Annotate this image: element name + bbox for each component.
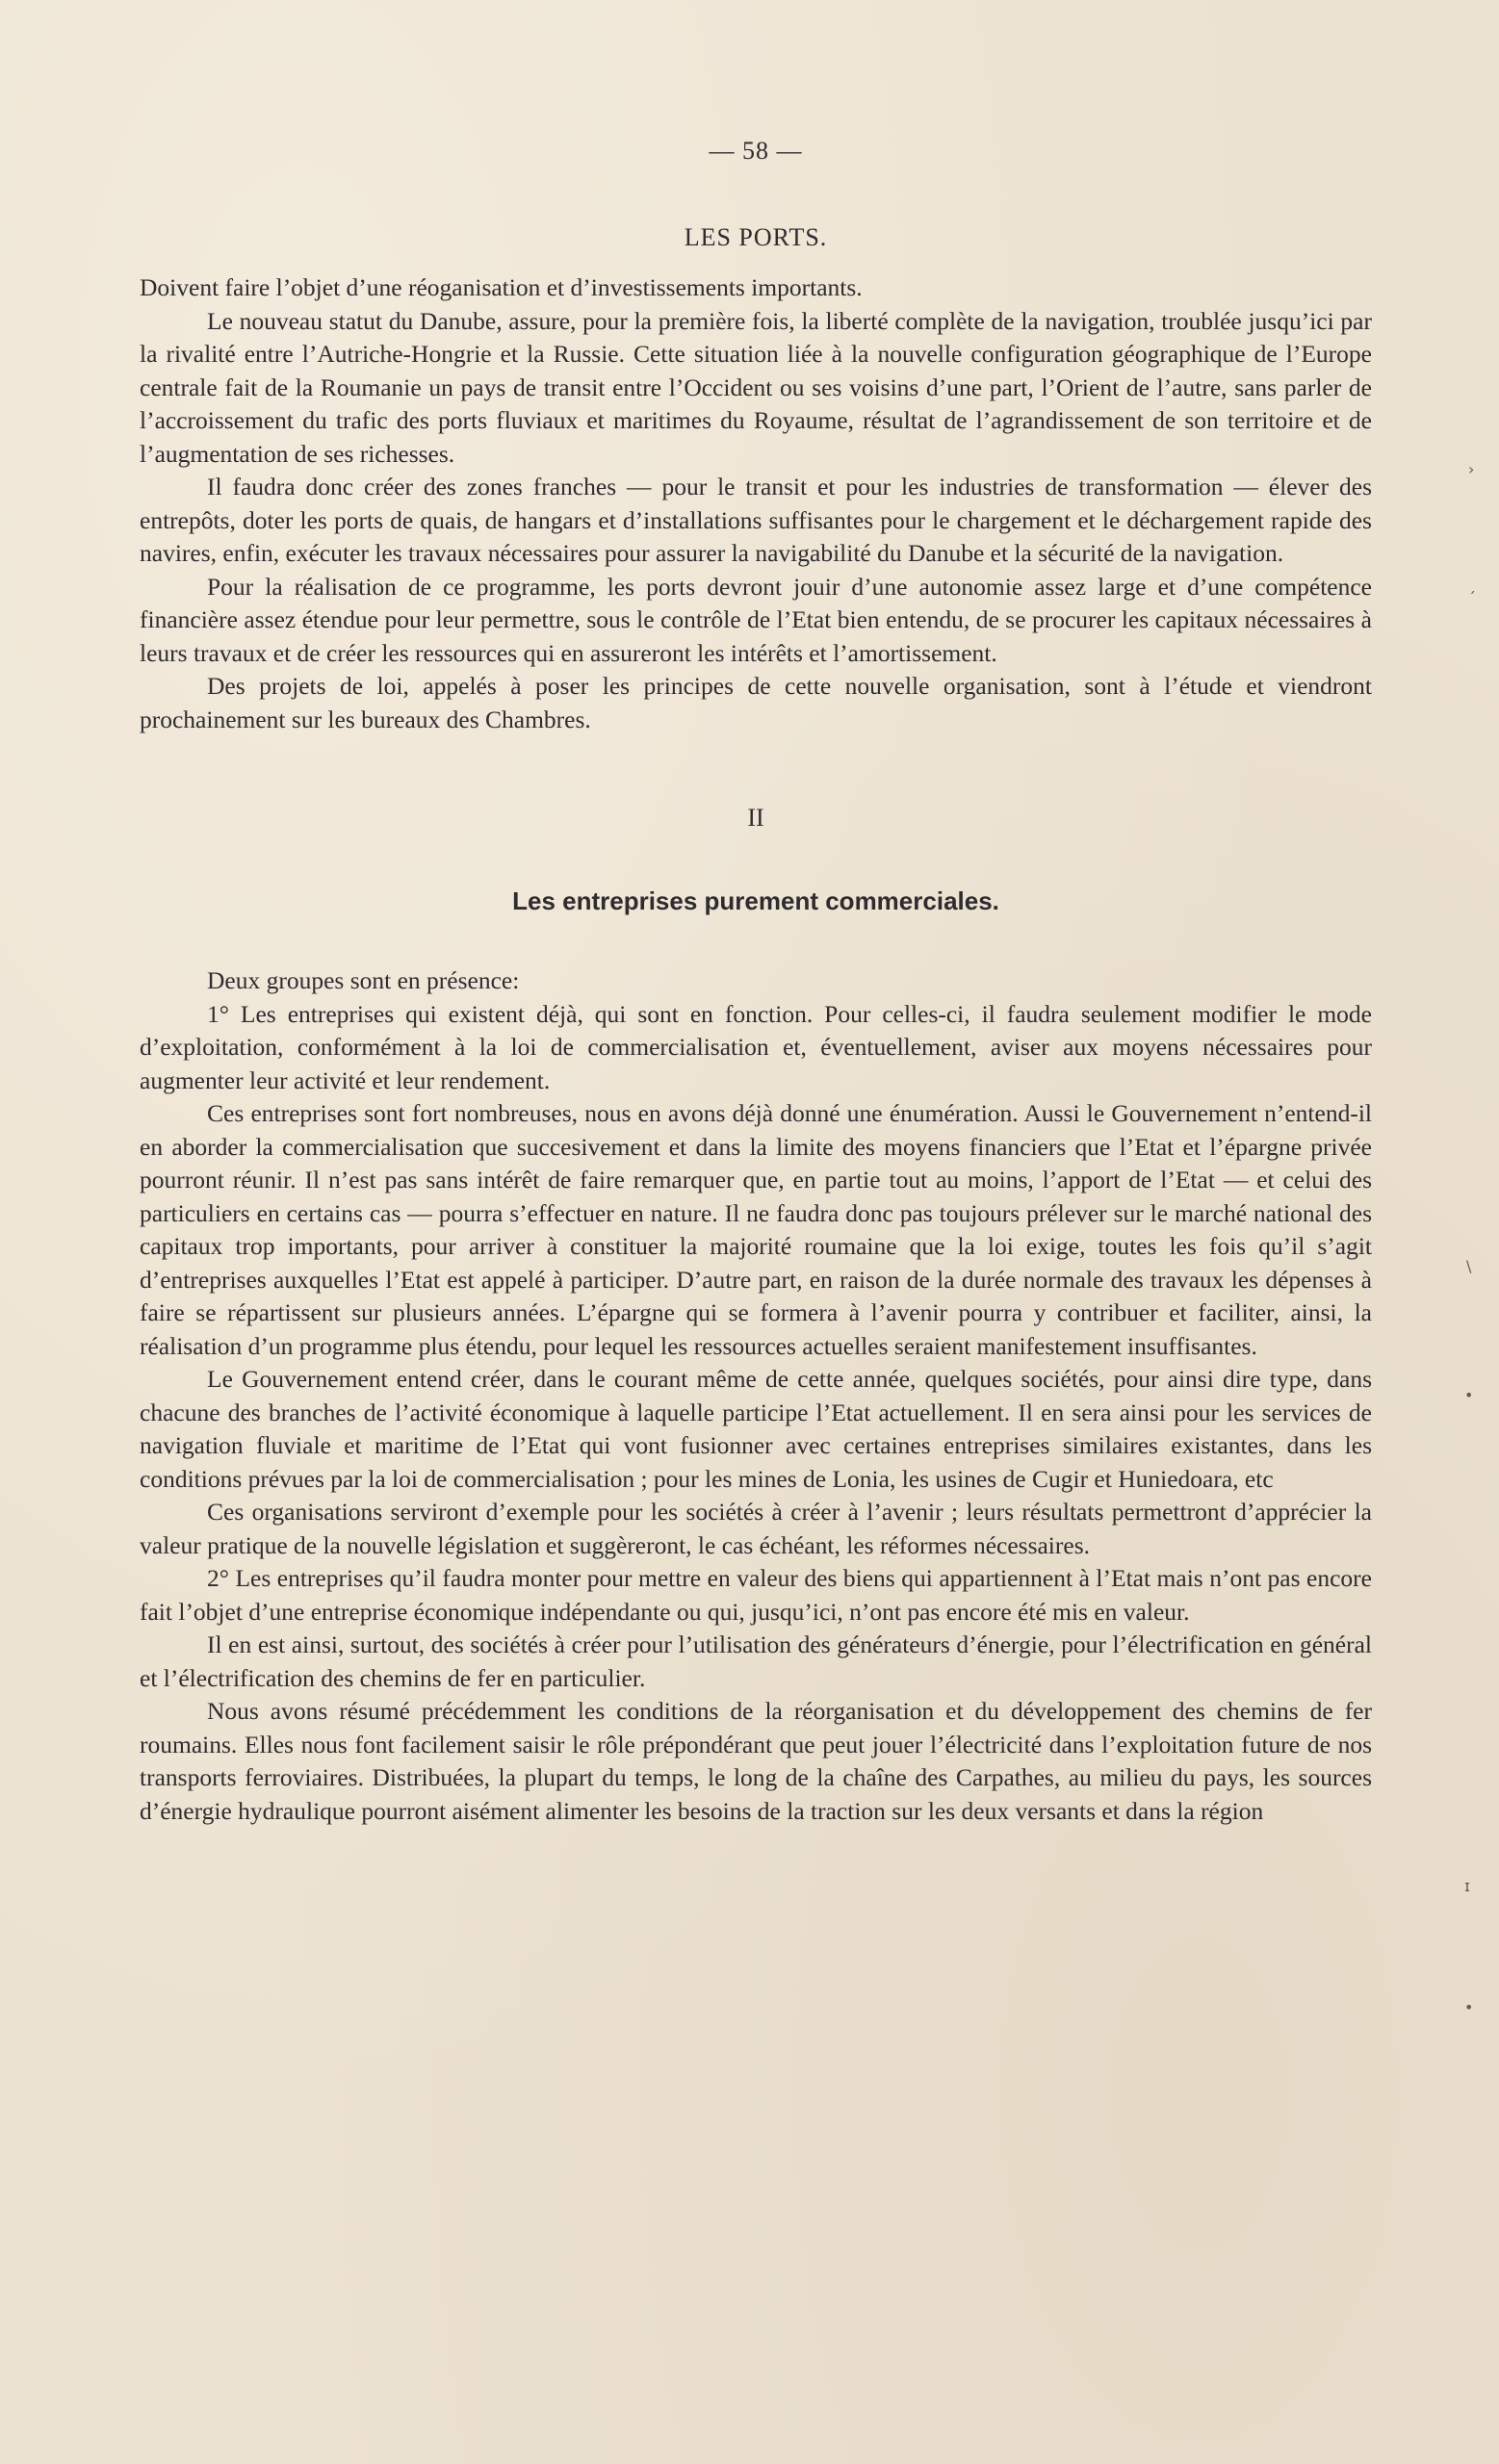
margin-mark: • [1464, 1386, 1474, 1404]
commercial-section [140, 804, 1372, 1828]
ports-section [140, 223, 1372, 736]
section-number: II [747, 804, 764, 832]
paragraph: Ces entreprises sont fort nombreuses, nous en avons déjà donné une énumération. Aussi le Gouvernement n’entend-il en aborder la commercialisation que succesivement et dans la limite des moyens financiers que l’Etat et l’épargne privée pourront réunir. Il n’est pas sans intérêt de faire remarquer que, en partie tout au moins, l’apport de l’Etat — et celui des particuliers en certains cas — pourra s’effectuer en nature. Il ne faudra donc pas toujours prélever sur le marché national des capitaux trop importants, pour arriver à constituer la majorité roumaine que la loi exige, toutes les fois qu’il s’agit d’entreprises auxquelles l’Etat est appelé à participer. D’autre part, en raison de la durée normale des travaux les dépenses à faire se répartissent sur plusieurs années. L’épargne qui se formera à l’avenir pourra y contribuer et faciliter, ainsi, la réalisation d’un programme plus étendu, pour lequel les ressources actuelles seraient manifestement insuffisantes. [140, 1099, 1372, 1360]
paragraph: 1° Les entreprises qui existent déjà, qui sont en fonction. Pour celles-ci, il faudra seulement modifier le mode d’exploitation, conformément à la loi de commercialisation et, éventuellement, aviser aux moyens nécessaires pour augmenter leur activité et leur rendement. [140, 999, 1372, 1094]
paragraph: Nous avons résumé précédemment les conditions de la réorganisation et du développement des chemins de fer roumains. Elles nous font facilement saisir le rôle prépondérant que peut jouer l’électricité dans l’exploitation future de nos transports ferroviaires. Distribuées, la plupart du temps, le long de la chaîne des Carpathes, au milieu du pays, les sources d’énergie hydraulique pourront aisément alimenter les besoins de la traction sur les deux versants et dans la région [140, 1697, 1372, 1825]
paragraph: Pour la réalisation de ce programme, les ports devront jouir d’une autonomie assez large et d’une compétence financière assez étendue pour leur permettre, sous le contrôle de l’Etat bien entendu, de se procurer les capitaux nécessaires à leurs travaux et de créer les ressources qui en assureront les intérêts et l’amortissement. [140, 572, 1372, 667]
paragraph: Il faudra donc créer des zones franches — pour le transit et pour les industries de transformation — élever des entrepôts, doter les ports de quais, de hangars et d’installations suffisantes pour le chargement et le déchargement rapide des navires, enfin, exécuter les travaux nécessaires pour assurer la navigabilité du Danube et la sécurité de la navigation. [140, 473, 1372, 567]
page-number: — 58 — [709, 137, 803, 165]
paragraph: Le Gouvernement entend créer, dans le courant même de cette année, quelques sociétés, pour ainsi dire type, dans chacune des branches de l’activité économique à laquelle participe l’Etat actuellement. Il en sera ainsi pour les services de navigation fluviale et maritime de l’Etat qui vont fusionner avec certaines entreprises similaires existantes, dans les conditions prévues par la loi de commercialisation ; pour les mines de Lonia, les usines de Cugir et Huniedoara, etc [140, 1365, 1372, 1493]
section-title: LES PORTS. [684, 223, 828, 251]
margin-mark: ´ [1468, 589, 1476, 607]
margin-mark: › [1468, 460, 1475, 478]
section-heading: Les entreprises purement commerciales. [512, 886, 999, 915]
paragraph: Deux groupes sont en présence: [207, 966, 520, 994]
paragraph: 2° Les entreprises qu’il faudra monter pour mettre en valeur des biens qui appartiennent à l’Etat mais n’ont pas encore fait l’objet d’une entreprise économique indépendante ou qui, jusqu’ici, n’ont pas encore été mis en valeur. [140, 1564, 1372, 1626]
paragraph: Il en est ainsi, surtout, des sociétés à créer pour l’utilisation des générateurs d’énergie, pour l’électrification en général et l’électrification des chemins de fer en particulier. [140, 1630, 1372, 1692]
paragraph: Ces organisations serviront d’exemple pour les sociétés à créer à l’avenir ; leurs résultats permettront d’apprécier la valeur pratique de la nouvelle législation et suggèreront, le cas échéant, les réformes nécessaires. [140, 1498, 1372, 1559]
margin-mark: • [1464, 1998, 1474, 2016]
page-content [140, 137, 1372, 1828]
paragraph: Doivent faire l’objet d’une réoganisation et d’investissements importants. [140, 273, 863, 301]
paragraph: Le nouveau statut du Danube, assure, pour la première fois, la liberté complète de la navigation, troublée jusqu’ici par la rivalité entre l’Autriche-Hongrie et la Russie. Cette situation liée à la nouvelle configuration géographique de l’Europe centrale fait de la Roumanie un pays de transit entre l’Occident ou ses voisins d’une part, l’Orient de l’autre, sans parler de l’accroissement du trafic des ports fluviaux et maritimes du Royaume, résultat de l’agrandissement de son territoire et de l’augmentation de ses richesses. [140, 306, 1372, 468]
margin-mark: ɪ [1464, 1877, 1470, 1895]
paragraph: Des projets de loi, appelés à poser les principes de cette nouvelle organisation, sont à l’étude et viendront prochainement sur les bureaux des Chambres. [140, 672, 1372, 733]
margin-mark: \ [1466, 1257, 1472, 1275]
